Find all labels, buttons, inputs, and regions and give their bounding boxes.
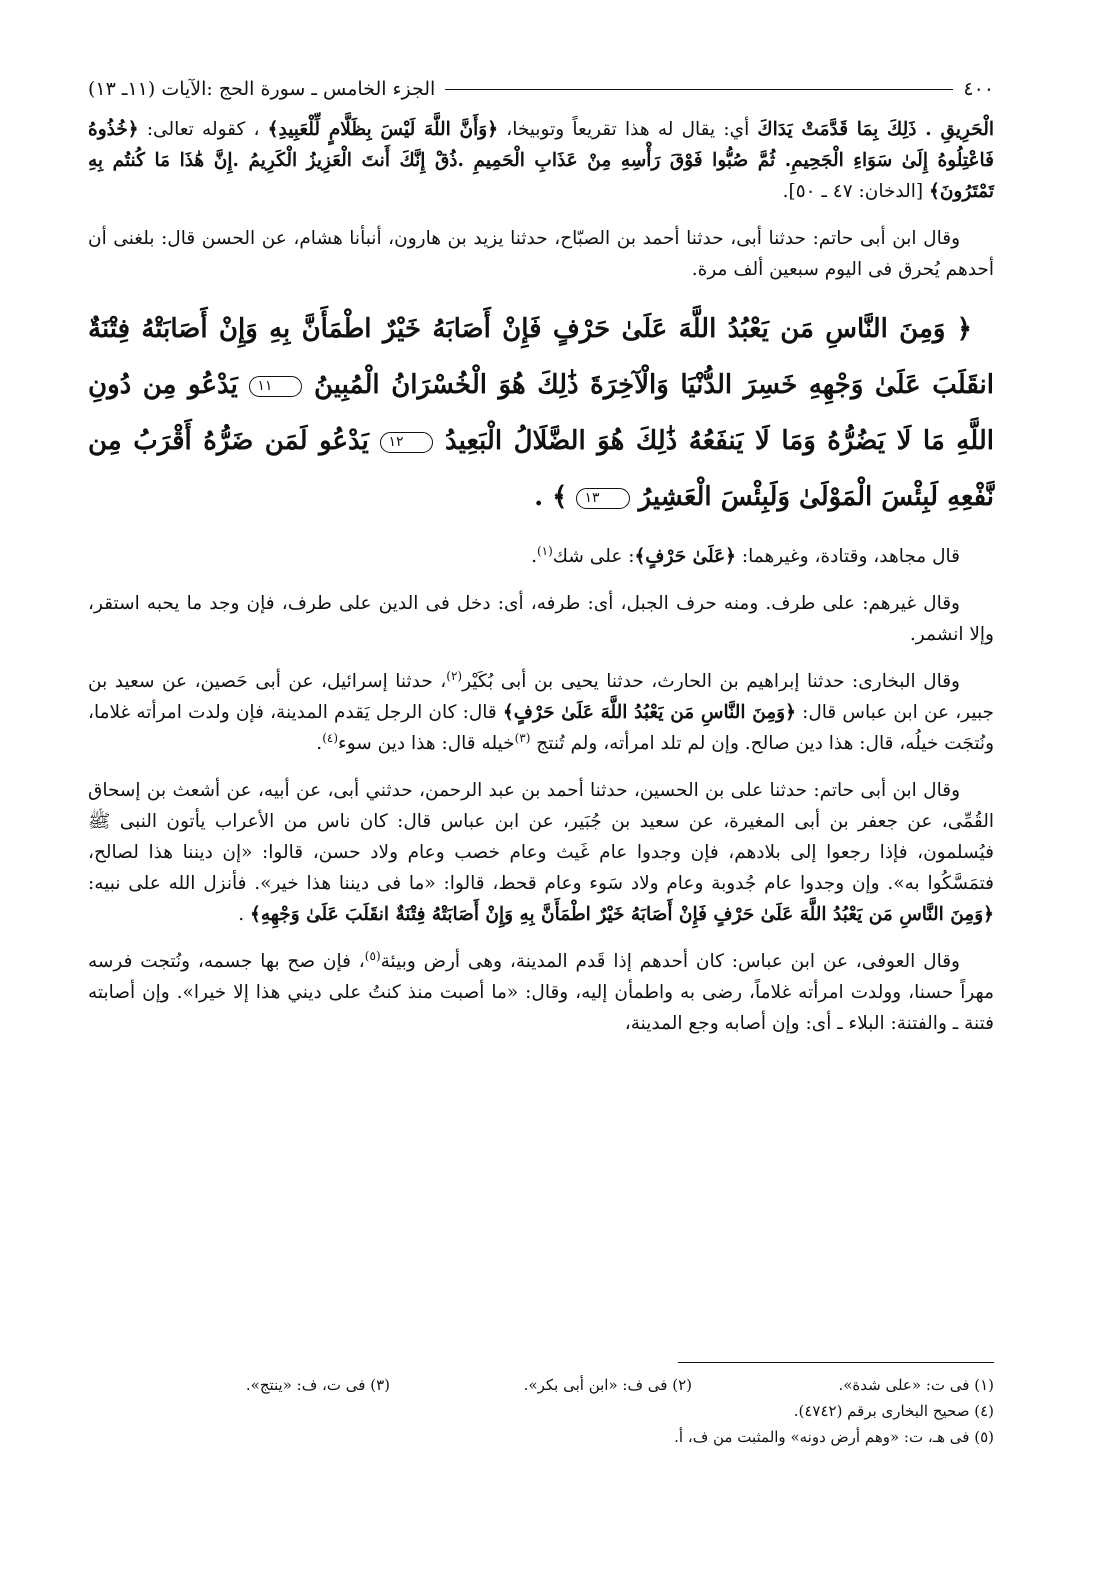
paragraph-7 — [88, 946, 994, 1039]
verse-number-marker: ١١ — [249, 376, 302, 397]
ornate-bracket-close: ﴾ . — [534, 482, 577, 512]
text: ، فإن صح بها جسمه، ونُتجت فرسه مهراً حسنا، وولدت امرأته غلاماً، رضى به واطمأن إليه، وقال: «ما أصبت منذ كنتُ على ديني هذا إلا خيرا». وإن أصابته فتنة ـ والفتنة: البلاء ـ أى: وإن أصابه وجع المدينة، — [88, 951, 994, 1034]
text: وقال ابن أبى حاتم: حدثنا على بن الحسين، حدثنا أحمد بن عبد الرحمن، حدثني أبى، عن أبيه، عن أشعث بن إسحاق القُمِّى، عن جعفر بن أبى المغيرة، عن سعيد بن جُبَير، عن ابن عباس قال: كان ناس من الأعراب يأتون النبى ﷺ فيُسلمون، فإذا رجعوا إلى بلادهم، فإن وجدوا عام غَيث وعام خصب وعام ولاد حسن، قالوا: «إن ديننا هذا لصالح، فتمَسَّكُوا به». وإن وجدوا عام جُدوبة وعام ولاد سَوء وعام قحط، قالوا: «ما فى ديننا هذا خير». فأنزل الله على نبيه: — [88, 780, 994, 894]
citation: [الدخان: ٤٧ ـ ٥٠]. — [782, 181, 929, 202]
footnote-ref: (٤) — [322, 730, 339, 745]
quran-quote: ﴿وَمِنَ النَّاسِ مَن يَعْبُدُ اللَّهَ عَلَىٰ حَرْفٍ﴾ — [502, 702, 796, 723]
text: أي: يقال له هذا تقريعاً وتوبيخا، — [498, 119, 758, 140]
quran-quote: الْحَرِيقِ . ذَلِكَ بِمَا قَدَّمَتْ يَدَاكَ — [757, 119, 994, 140]
text: وقال البخارى: حدثنا إبراهيم بن الحارث، حدثنا يحيى بن أبى بُكَيْر — [462, 671, 960, 692]
paragraph-2: وقال ابن أبى حاتم: حدثنا أبى، حدثنا أحمد بن الصبّاح، حدثنا يزيد بن هارون، أنبأنا هشام، عن الحسن قال: بلغنى أن أحدهم يُحرق فى اليوم سبعين ألف مرة. — [88, 228, 994, 280]
footnote-ref: (٥) — [364, 948, 381, 963]
verse-number-marker: ١٣ — [576, 488, 629, 509]
footnote-rule — [678, 1362, 994, 1363]
page-number: ٤٠٠ — [963, 78, 994, 100]
page-body — [88, 114, 994, 1039]
running-title: الجزء الخامس ـ سورة الحج :الآيات (١١ـ ١٣) — [88, 78, 436, 100]
text: وقال العوفى، عن ابن عباس: كان أحدهم إذا قَدم المدينة، وهى أرض وبيئة — [380, 951, 960, 972]
footnote-ref: (٢) — [446, 668, 463, 683]
quran-quote: ﴿وَمِنَ النَّاسِ مَن يَعْبُدُ اللَّهَ عَلَىٰ حَرْفٍ فَإِنْ أَصَابَهُ خَيْرٌ اطْمَأَنَّ بِهِ وَإِنْ أَصَابَتْهُ فِتْنَةٌ انقَلَبَ عَلَىٰ وَجْهِهِ﴾ — [249, 904, 994, 925]
paragraph-1 — [88, 114, 994, 207]
quran-quote: ﴿عَلَىٰ حَرْفٍ﴾ — [634, 546, 736, 567]
footnote-3: (٣) فى ت، ف: «ينتج». — [245, 1376, 390, 1394]
footnotes — [88, 1372, 994, 1450]
text: ، كقوله تعالى: — [138, 119, 268, 140]
verse-text: وَمِنَ النَّاسِ مَن يَعْبُدُ اللَّهَ عَلَىٰ حَرْفٍ فَإِنْ أَصَابَهُ خَيْرٌ اطْمَأَنَّ بِهِ وَإِنْ أَصَابَتْهُ فِتْنَةٌ انقَلَبَ عَلَىٰ وَجْهِهِ خَسِرَ الدُّنْيَا وَالْآخِرَةَ ذَٰلِكَ هُوَ الْخُسْرَانُ الْمُبِينُ — [88, 314, 994, 400]
verse-block — [88, 301, 994, 525]
text: خيله قال: هذا دين سوء — [338, 733, 515, 754]
paragraph-6 — [88, 775, 994, 930]
footnote-ref: (١) — [536, 543, 553, 558]
text: قال مجاهد، وقتادة، وغيرهما: — [736, 546, 960, 567]
verse-text: يَدْعُو لَمَن ضَرُّهُ أَقْرَبُ مِن نَّفْعِهِ لَبِئْسَ الْمَوْلَىٰ وَلَبِئْسَ الْعَشِيرُ — [88, 426, 994, 512]
footnote-1: (١) فى ت: «على شدة». — [838, 1376, 994, 1394]
text: ، حدثنا إسرائيل، عن أبى حَصين، عن سعيد بن جبير، عن ابن عباس قال: — [88, 671, 994, 723]
verse-number-marker: ١٢ — [380, 432, 433, 453]
ornate-bracket-open: ﴿ — [945, 314, 972, 344]
text: . — [238, 904, 250, 925]
paragraph-3 — [88, 541, 994, 572]
text: قال: كان الرجل يَقدم المدينة، فإن ولدت امرأته غلاما، ونُتجَت خيلُه، قال: هذا دين صالح. وإن لم تلد امرأته، ولم تُنتج — [88, 702, 994, 754]
text: . — [531, 546, 537, 567]
page-header — [88, 72, 994, 106]
header-rule — [445, 89, 953, 90]
text: : على شك — [552, 546, 635, 567]
footnote-5: (٥) فى هـ، ت: «وهم أرض دونه» والمثبت من ف، أ. — [674, 1428, 994, 1446]
paragraph-5 — [88, 666, 994, 759]
quran-quote: ﴿وَأَنَّ اللَّهَ لَيْسَ بِظَلَّامٍ لِّلْعَبِيدِ﴾ — [267, 119, 499, 140]
footnote-ref: (٣) — [514, 730, 531, 745]
footnote-2: (٢) فى ف: «ابن أبى بكر». — [523, 1376, 692, 1394]
footnote-4: (٤) صحيح البخارى برقم (٤٧٤٢). — [793, 1402, 994, 1420]
footnote-row — [88, 1372, 994, 1398]
paragraph-4: وقال غيرهم: على طرف. ومنه حرف الجبل، أى: طرفه، أى: دخل فى الدين على طرف، فإن وجد ما يحبه استقر، وإلا انشمر. — [88, 593, 994, 645]
page — [88, 72, 994, 1055]
verse-text: يَدْعُو مِن دُونِ اللَّهِ مَا لَا يَضُرُّهُ وَمَا لَا يَنفَعُهُ ذَٰلِكَ هُوَ الضَّلَالُ الْبَعِيدُ — [88, 370, 994, 456]
quran-quote: ﴿خُذُوهُ فَاعْتِلُوهُ إِلَىٰ سَوَاءِ الْجَحِيمِ. ثُمَّ صُبُّوا فَوْقَ رَأْسِهِ مِنْ عَذَابِ الْحَمِيمِ .ذُقْ إِنَّكَ أَنتَ الْعَزِيزُ الْكَرِيمُ .إِنَّ هَٰذَا مَا كُنتُم بِهِ تَمْتَرُونَ﴾ — [88, 119, 994, 202]
text: . — [316, 733, 323, 754]
